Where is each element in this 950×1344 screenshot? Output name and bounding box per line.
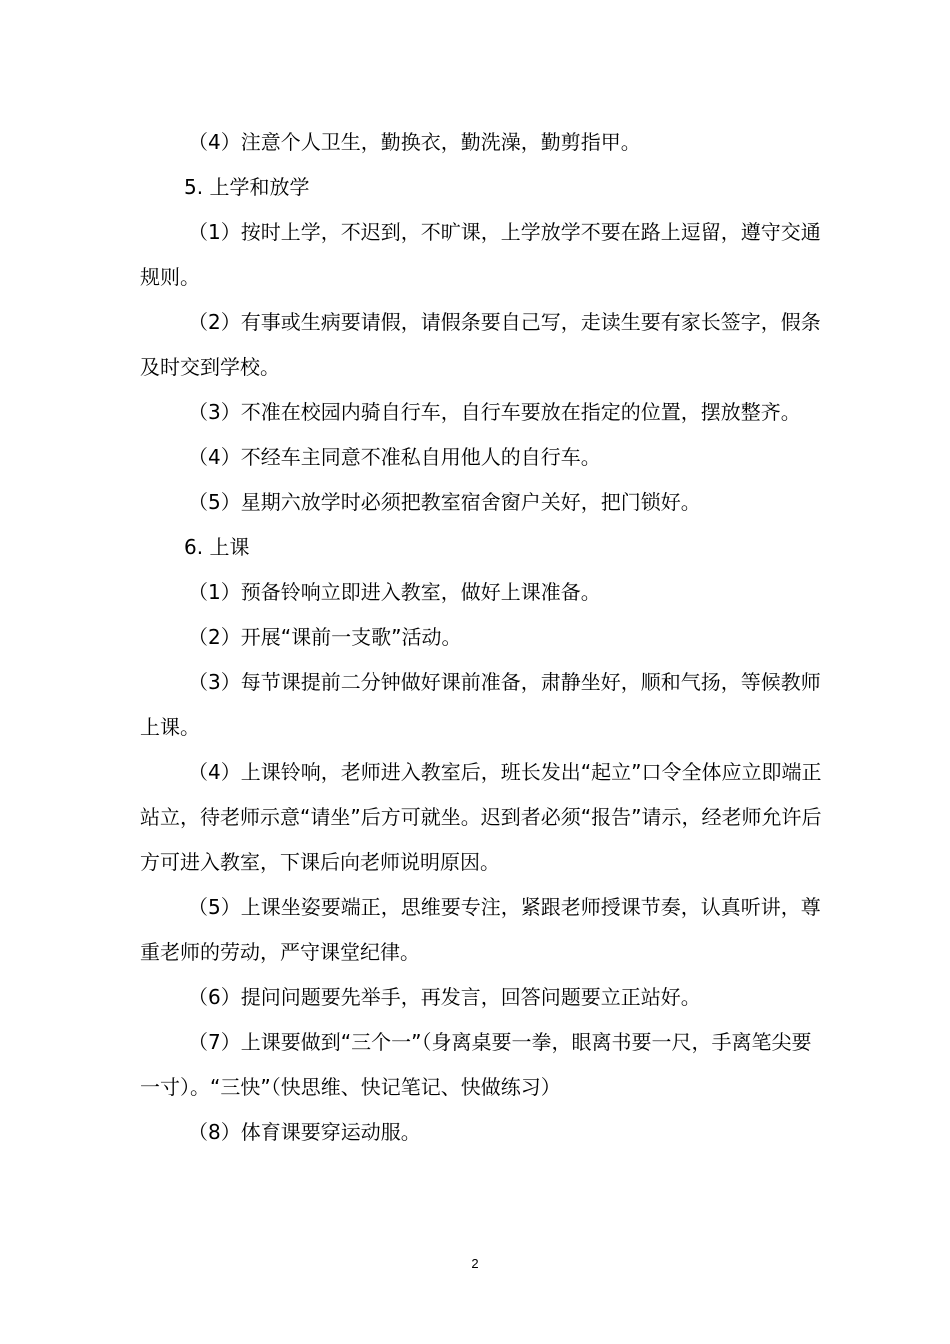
- rule-item: （1）按时上学，不迟到，不旷课，上学放学不要在路上逗留，遵守交通规则。: [140, 220, 821, 289]
- rule-item: （5）上课坐姿要端正，思维要专注，紧跟老师授课节奏，认真听讲，尊重老师的劳动，严守课堂纪律。: [140, 895, 821, 964]
- rule-item: （2）有事或生病要请假，请假条要自己写，走读生要有家长签字，假条及时交到学校。: [140, 310, 821, 379]
- rule-item: （3）每节课提前二分钟做好课前准备，肃静坐好，顺和气扬，等候教师上课。: [140, 670, 821, 739]
- rule-item: （4）注意个人卫生，勤换衣，勤洗澡，勤剪指甲。: [188, 130, 641, 154]
- section-heading: 5. 上学和放学: [184, 175, 310, 199]
- rule-item: （8）体育课要穿运动服。: [188, 1120, 421, 1144]
- rule-item: （4）上课铃响，老师进入教室后，班长发出“起立”口令全体应立即端正站立，待老师示意“请坐”后方可就坐。迟到者必须“报告”请示，经老师允许后方可进入教室，下课后向老师说明原因。: [140, 760, 822, 874]
- rule-item: （6）提问问题要先举手，再发言，回答问题要立正站好。: [188, 985, 701, 1009]
- rule-item: （1）预备铃响立即进入教室，做好上课准备。: [188, 580, 601, 604]
- rule-item: （4）不经车主同意不准私自用他人的自行车。: [188, 445, 601, 469]
- section-heading: 6. 上课: [184, 535, 250, 559]
- document-body: [140, 120, 830, 1155]
- rule-item: （5）星期六放学时必须把教室宿舍窗户关好，把门锁好。: [188, 490, 701, 514]
- page-number: 2: [471, 1256, 479, 1271]
- rule-item: （2）开展“课前一支歌”活动。: [188, 625, 462, 649]
- rule-item: （7）上课要做到“三个一”（身离桌要一拳，眼离书要一尺，手离笔尖要一寸）。“三快”（快思维、快记笔记、快做练习）: [140, 1030, 812, 1099]
- rule-item: （3）不准在校园内骑自行车，自行车要放在指定的位置，摆放整齐。: [188, 400, 801, 424]
